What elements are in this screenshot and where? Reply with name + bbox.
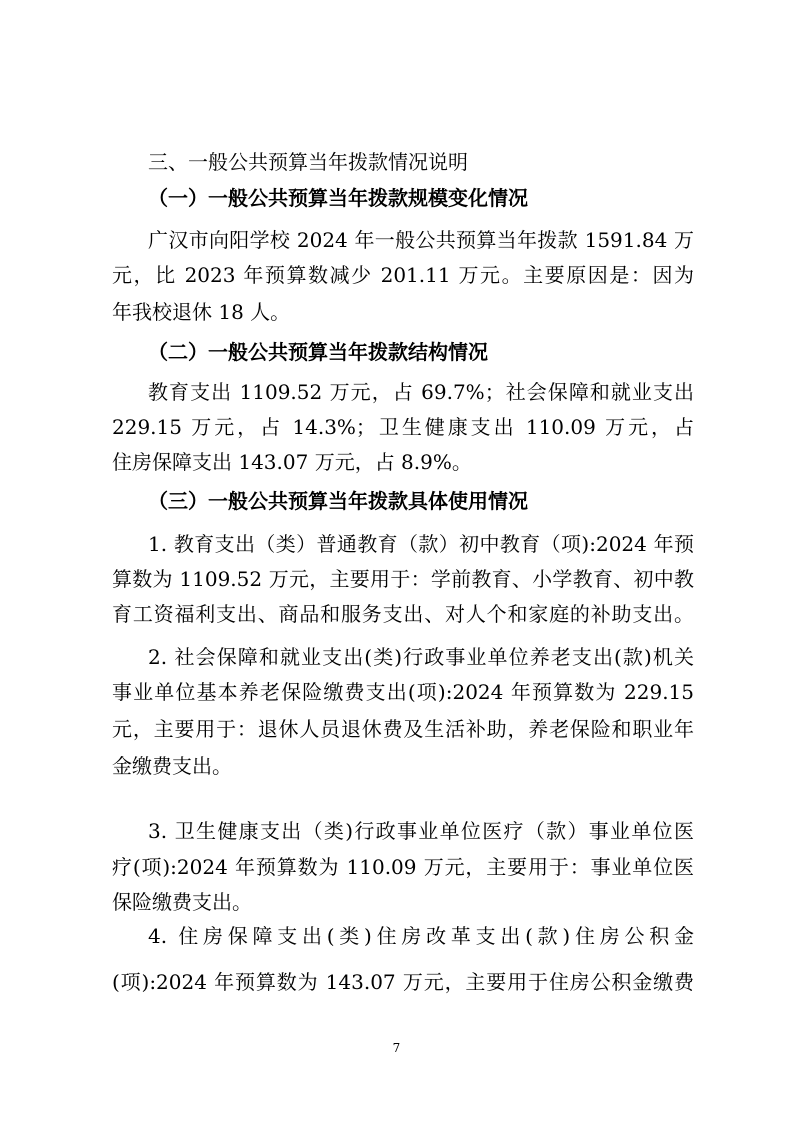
paragraph-line: 广汉市向阳学校 2024 年一般公共预算当年拨款 1591.84 万	[148, 228, 694, 252]
subsection-heading-1: （一）一般公共预算当年拨款规模变化情况	[148, 186, 528, 210]
page-number: 7	[392, 1041, 401, 1055]
subsection-heading-3: （三）一般公共预算当年拨款具体使用情况	[148, 489, 528, 513]
item-2-line: 2. 社会保障和就业支出(类)行政事业单位养老支出(款)机关	[148, 645, 694, 669]
subsection-heading-2: （二）一般公共预算当年拨款结构情况	[148, 340, 488, 364]
item-3-line: 保险缴费支出。	[112, 890, 252, 914]
item-3-line: 3. 卫生健康支出（类)行政事业单位医疗（款）事业单位医	[148, 819, 694, 843]
item-1-line: 1. 教育支出（类）普通教育（款）初中教育（项):2024 年预	[148, 532, 694, 556]
item-4-line: (项):2024 年预算数为 143.07 万元，主要用于住房公积金缴费	[112, 970, 694, 994]
item-2-line: 元，主要用于：退休人员退休费及生活补助，养老保险和职业年	[112, 717, 694, 741]
paragraph-line: 年我校退休 18 人。	[112, 300, 291, 324]
item-2-line: 事业单位基本养老保险缴费支出(项):2024 年预算数为 229.15	[112, 680, 694, 704]
paragraph-line: 元，比 2023 年预算数减少 201.11 万元。主要原因是：因为	[112, 263, 694, 287]
item-3-line: 疗(项):2024 年预算数为 110.09 万元，主要用于：事业单位医	[112, 855, 694, 879]
item-4-line: 4. 住房保障支出(类)住房改革支出(款)住房公积金	[148, 924, 694, 948]
paragraph-line: 住房保障支出 143.07 万元，占 8.9%。	[112, 450, 472, 474]
paragraph-line: 教育支出 1109.52 万元，占 69.7%；社会保障和就业支出	[148, 380, 694, 404]
item-2-line: 金缴费支出。	[112, 754, 232, 778]
item-1-line: 算数为 1109.52 万元，主要用于：学前教育、小学教育、初中教	[112, 567, 694, 591]
section-title: 三、一般公共预算当年拨款情况说明	[148, 150, 468, 174]
paragraph-line: 229.15 万元，占 14.3%；卫生健康支出 110.09 万元，占	[112, 415, 694, 439]
item-1-line: 育工资福利支出、商品和服务支出、对人个和家庭的补助支出。	[112, 602, 694, 626]
